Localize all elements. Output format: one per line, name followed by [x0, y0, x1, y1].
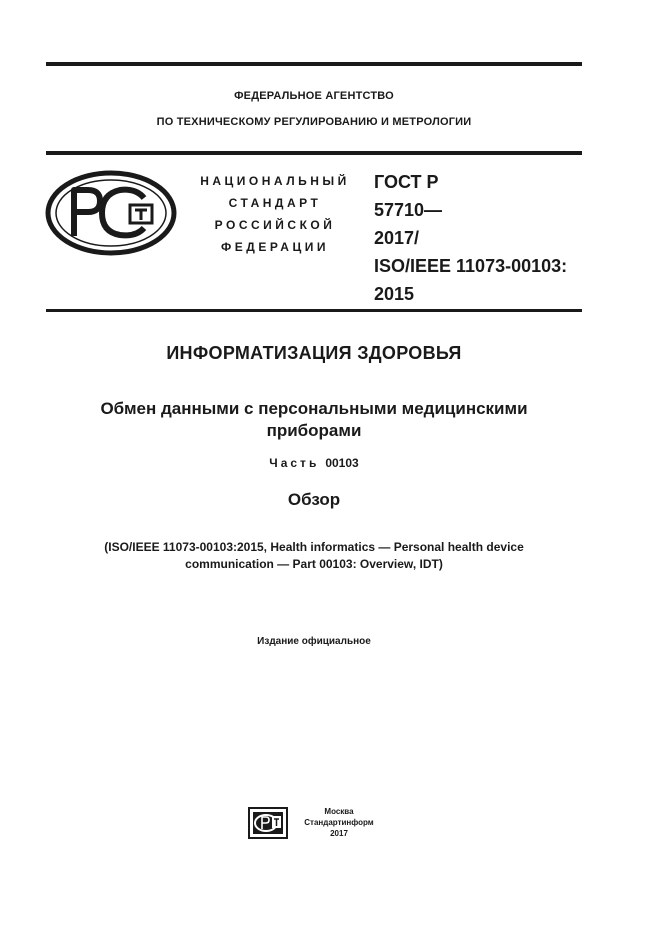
subtitle-line: Обмен данными с персональными медицинскими	[100, 399, 528, 418]
standard-type-line: СТАНДАРТ	[228, 196, 322, 210]
standartinform-logo-icon	[247, 806, 289, 840]
top-rule	[46, 62, 582, 66]
agency-name-line2: ПО ТЕХНИЧЕСКОМУ РЕГУЛИРОВАНИЮ И МЕТРОЛОГИИ	[156, 116, 472, 128]
designation-line: 2015	[374, 284, 415, 304]
section-title: Обзор	[287, 490, 341, 509]
part-label	[46, 456, 582, 470]
edition-note: Издание официальное	[257, 636, 371, 647]
standard-type-line: ФЕДЕРАЦИИ	[221, 240, 329, 254]
iso-reference	[46, 539, 582, 573]
document-subtitle	[46, 398, 582, 442]
document-title: ИНФОРМАТИЗАЦИЯ ЗДОРОВЬЯ	[166, 343, 462, 363]
standard-type-line: НАЦИОНАЛЬНЫЙ	[200, 174, 350, 188]
standard-designation	[374, 168, 594, 308]
designation-line: 2017/	[374, 228, 420, 248]
iso-reference-line: communication — Part 00103: Overview, IDT)	[185, 557, 443, 571]
part-word: Часть	[269, 456, 320, 470]
designation-line: ГОСТ Р	[374, 172, 439, 192]
subtitle-line: приборами	[266, 421, 362, 440]
lower-rule	[46, 309, 582, 312]
middle-rule	[46, 151, 582, 155]
agency-name-line1: ФЕДЕРАЛЬНОЕ АГЕНТСТВО	[234, 90, 394, 102]
publisher-block	[294, 806, 384, 839]
designation-line: 57710—	[374, 200, 443, 220]
publisher-name: Стандартинформ	[304, 818, 374, 827]
standard-type-line: РОССИЙСКОЙ	[214, 218, 336, 232]
gost-r-emblem-icon	[44, 170, 178, 256]
designation-line: ISO/IEEE 11073-00103:	[374, 256, 568, 276]
publisher-year: 2017	[330, 829, 348, 838]
standard-type-block	[190, 170, 360, 258]
publisher-city: Москва	[324, 807, 354, 816]
part-number: 00103	[325, 456, 359, 470]
iso-reference-line: (ISO/IEEE 11073-00103:2015, Health informatics — Personal health device	[104, 540, 524, 554]
